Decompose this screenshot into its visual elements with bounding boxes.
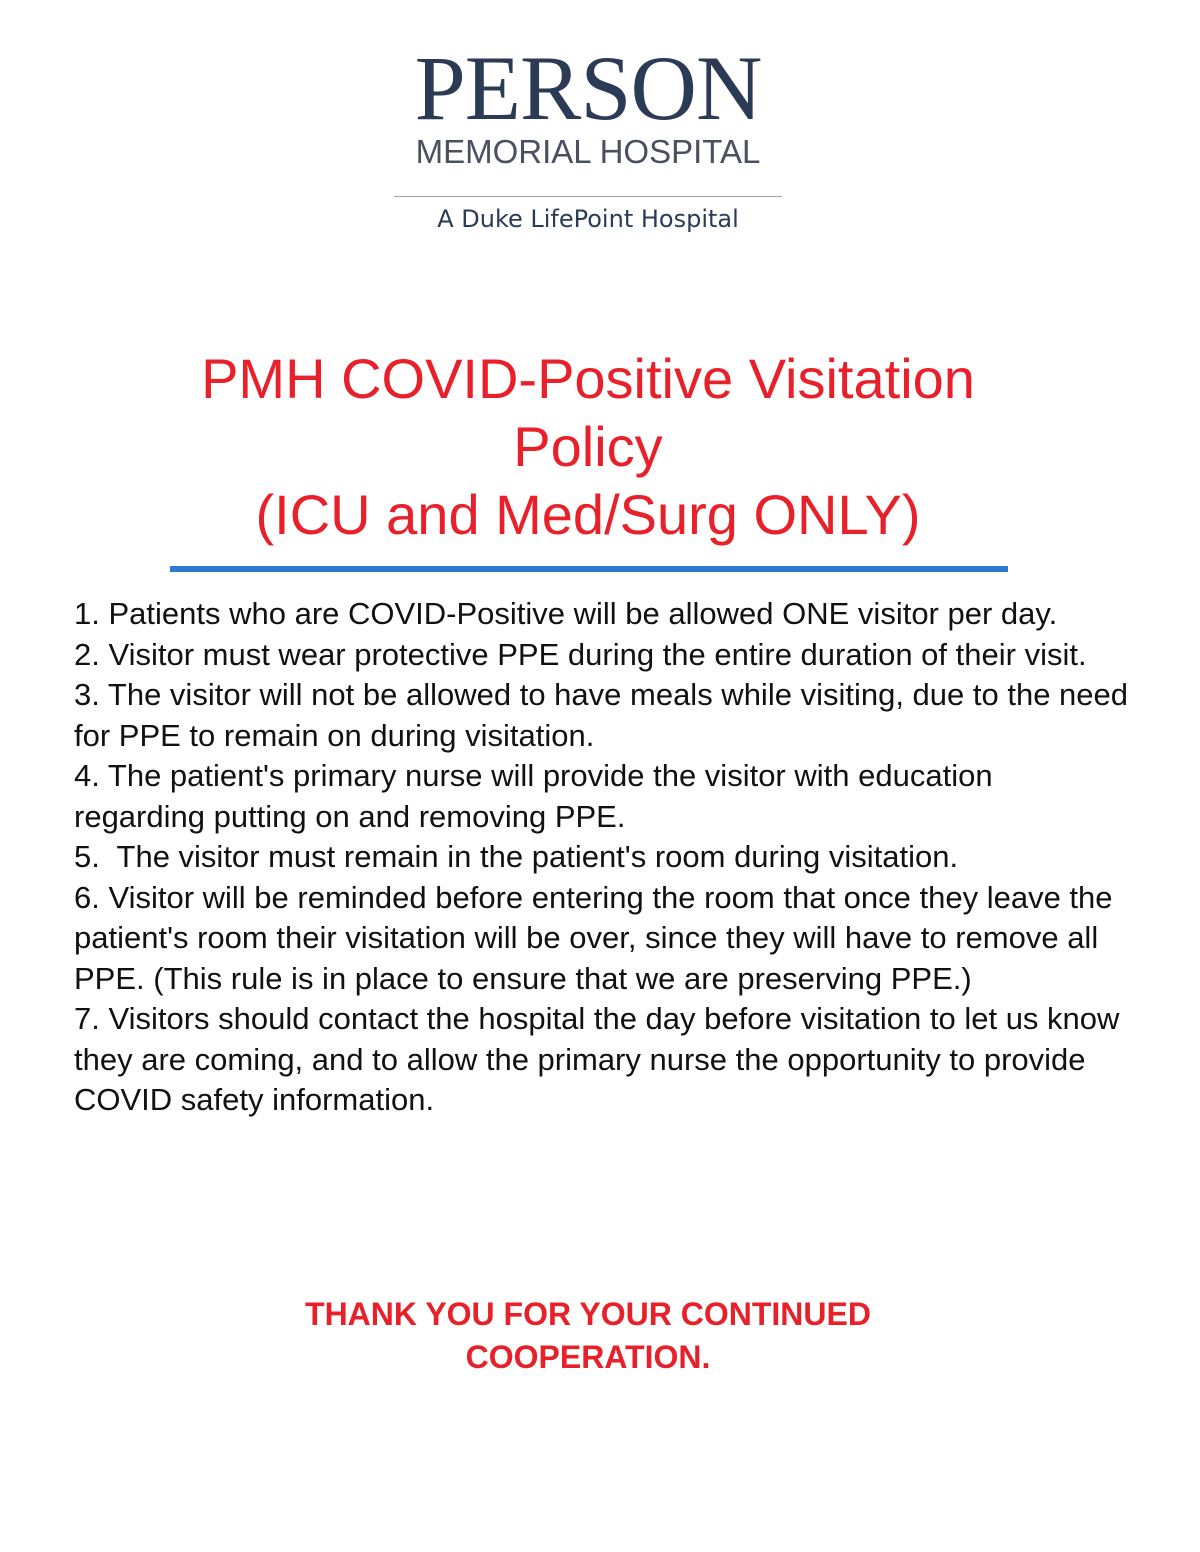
policy-rule-7: 7. Visitors should contact the hospital the day before visitation to let us know they are coming, and to allow the primary nurse the opportunity to provide COVID safety information. xyxy=(74,1001,1120,1117)
policy-rule-6: 6. Visitor will be reminded before entering the room that once they leave the patient's room their visitation will be over, since they will have to remove all PPE. (This rule is in place to ensure that we are preserving PPE.) xyxy=(74,879,1113,996)
policy-title xyxy=(100,345,1076,549)
title-divider xyxy=(170,566,1008,572)
title-line-1: PMH COVID-Positive Visitation xyxy=(201,347,975,410)
logo-subtitle: MEMORIAL HOSPITAL xyxy=(415,133,761,170)
closing-line-1: THANK YOU FOR YOUR CONTINUED xyxy=(305,1296,871,1332)
policy-rule-2: 2. Visitor must wear protective PPE during the entire duration of their visit. xyxy=(74,636,1087,672)
policy-rules-list xyxy=(74,594,1130,1121)
title-line-2: Policy xyxy=(513,415,663,478)
policy-rule-3: 3. The visitor will not be allowed to have meals while visiting, due to the need for PPE to remain on during visitation. xyxy=(74,677,1129,753)
policy-rule-1: 1. Patients who are COVID-Positive will be allowed ONE visitor per day. xyxy=(74,596,1058,631)
closing-message xyxy=(100,1293,1076,1379)
policy-rule-4: 4. The patient's primary nurse will provide the visitor with education regarding putting on and removing PPE. xyxy=(74,758,993,834)
hospital-logo xyxy=(394,37,782,234)
policy-rule-5: 5. The visitor must remain in the patient's room during visitation. xyxy=(74,839,959,874)
logo-tagline: A Duke LifePoint Hospital xyxy=(437,205,739,233)
title-line-3: (ICU and Med/Surg ONLY) xyxy=(255,483,921,546)
logo-name: PERSON xyxy=(414,37,762,139)
closing-line-2: COOPERATION. xyxy=(465,1339,711,1375)
logo-divider xyxy=(394,196,782,197)
